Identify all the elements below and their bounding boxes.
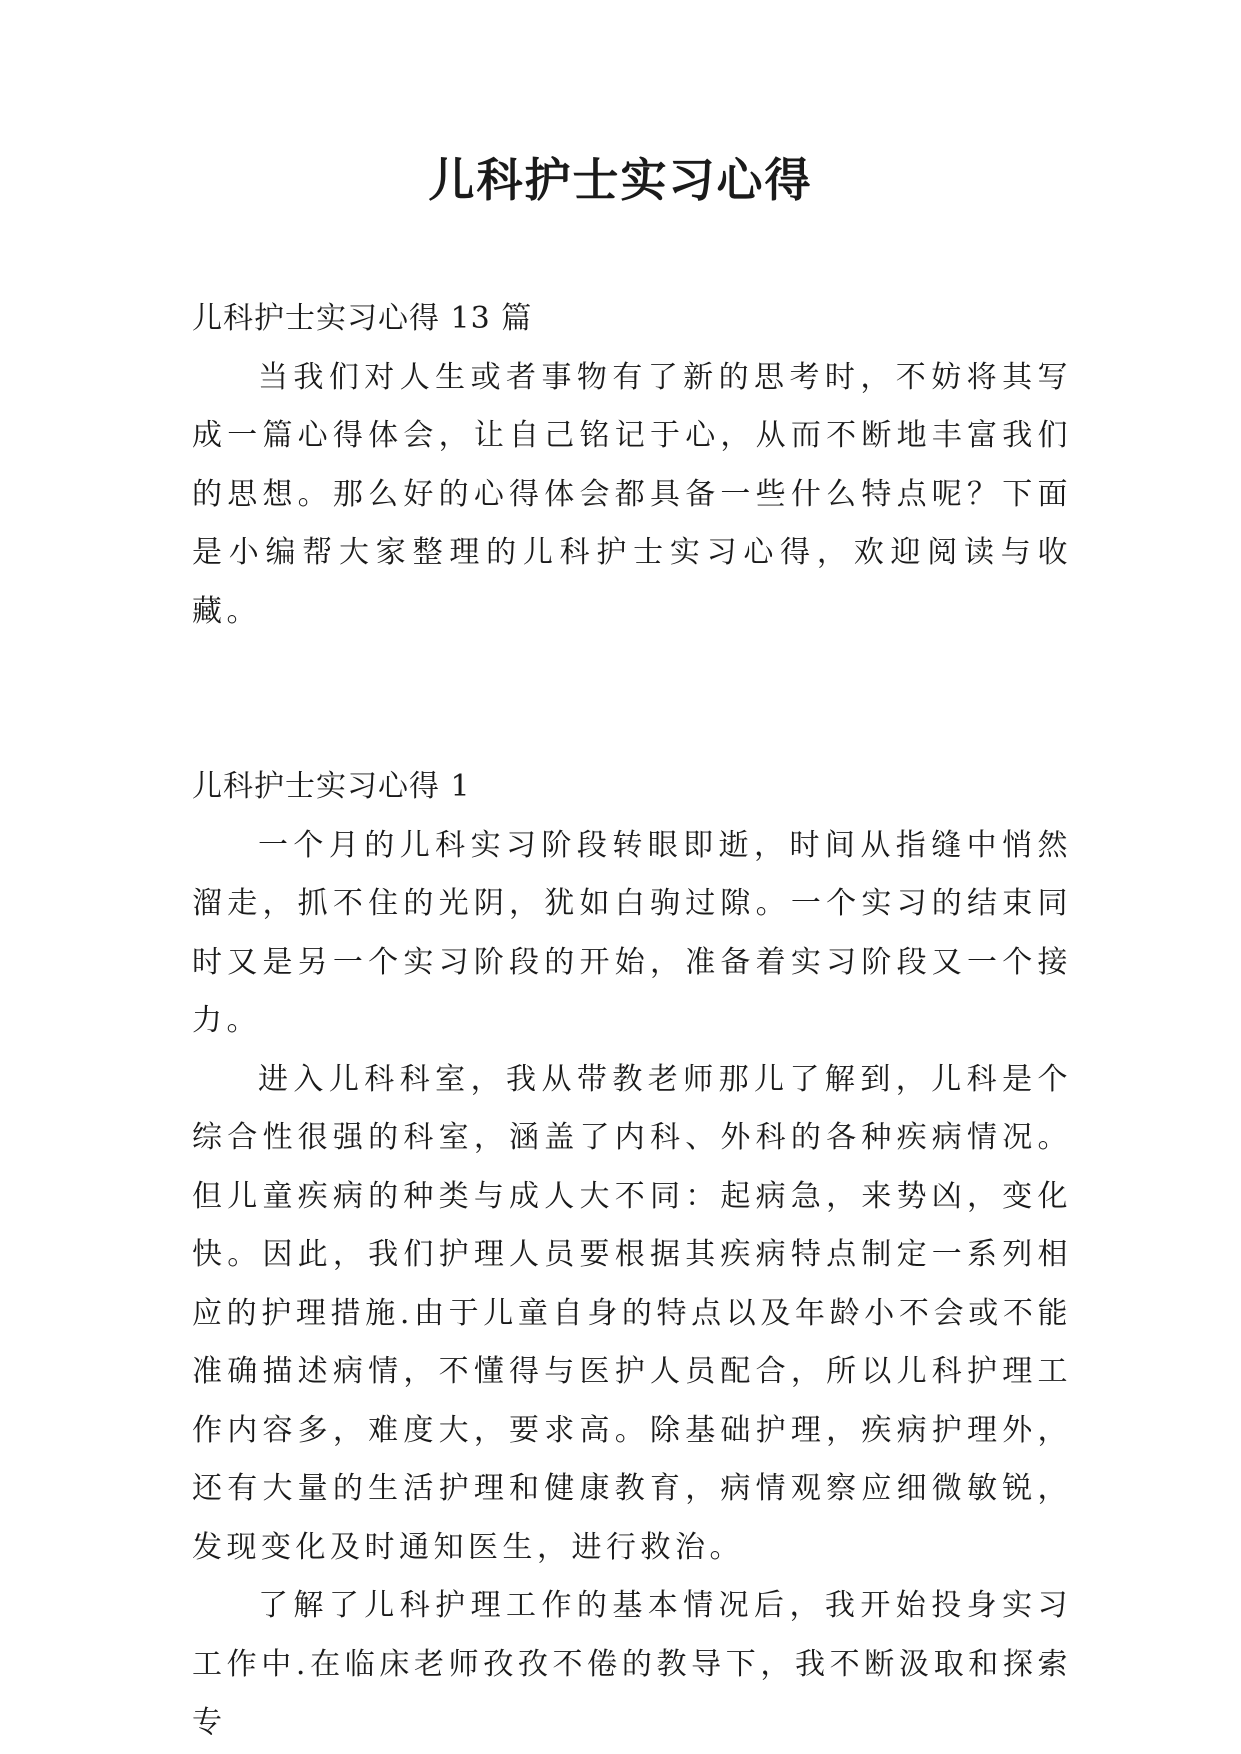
section-1-paragraph-1: 一个月的儿科实习阶段转眼即逝，时间从指缝中悄然溜走，抓不住的光阴，犹如白驹过隙。一个实习的结束同时又是另一个实习阶段的开始，准备着实习阶段又一个接力。 — [192, 827, 1072, 1038]
section-1-paragraph-3: 了解了儿科护理工作的基本情况后，我开始投身实习工作中.在临床老师孜孜不倦的教导下，我不断汲取和探索专 — [192, 1588, 1072, 1740]
intro-paragraph: 当我们对人生或者事物有了新的思考时，不妨将其写成一篇心得体会，让自己铭记于心，从而不断地丰富我们的思想。那么好的心得体会都具备一些什么特点呢？下面是小编帮大家整理的儿科护士实习心得，欢迎阅读与收藏。 — [192, 359, 1072, 629]
section-1-paragraph-2: 进入儿科科室，我从带教老师那儿了解到，儿科是个综合性很强的科室，涵盖了内科、外科的各种疾病情况。但儿童疾病的种类与成人大不同：起病急，来势凶，变化快。因此，我们护理人员要根据其疾病特点制定一系列相应的护理措施.由于儿童自身的特点以及年龄小不会或不能准确描述病情，不懂得与医护人员配合，所以儿科护理工作内容多，难度大，要求高。除基础护理，疾病护理外，还有大量的生活护理和健康教育，病情观察应细微敏锐，发现变化及时通知医生，进行救治。 — [192, 1061, 1072, 1565]
document-body — [192, 290, 1072, 1753]
section-spacer — [192, 641, 1072, 758]
section-1-heading: 儿科护士实习心得 1 — [192, 769, 471, 804]
intro-heading: 儿科护士实习心得 13 篇 — [192, 301, 533, 336]
document-title: 儿科护士实习心得 — [428, 153, 813, 207]
